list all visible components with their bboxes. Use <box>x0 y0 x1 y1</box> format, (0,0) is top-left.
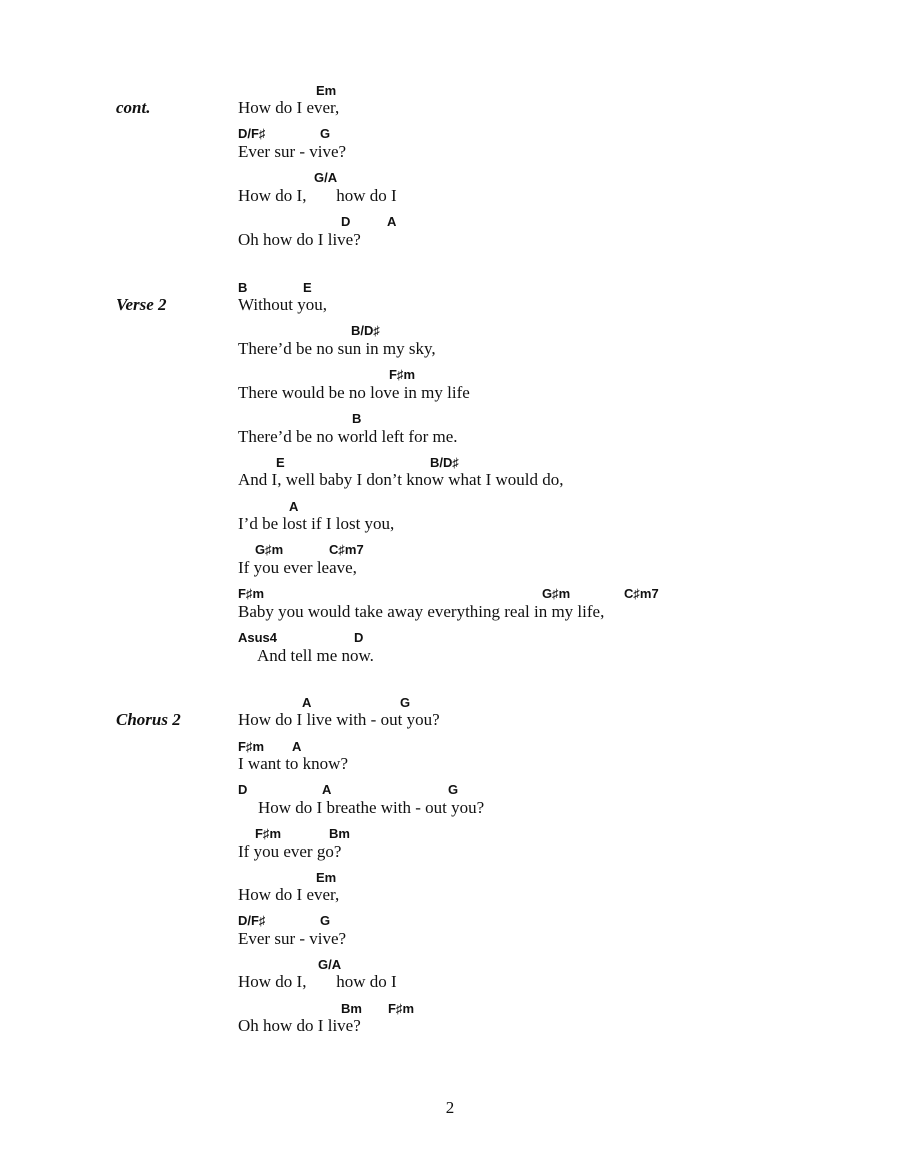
lyric-line: There’d be no world left for me. <box>238 427 458 446</box>
lyric-line: How do I, how do I <box>238 186 397 205</box>
section-label-chorus-2: Chorus 2 <box>116 710 181 729</box>
chord: Asus4 <box>238 630 278 645</box>
lyric-line: Without you, <box>238 295 328 314</box>
lyric-line: How do I live with - out you? <box>238 710 440 729</box>
chord: F♯m <box>255 826 281 841</box>
chord: E <box>276 455 285 470</box>
chord: D <box>238 782 248 797</box>
chord: G <box>448 782 459 797</box>
chord: Bm <box>329 826 350 841</box>
chord: G <box>320 913 331 928</box>
chord: G♯m <box>542 586 571 601</box>
chord: C♯m7 <box>329 542 364 557</box>
chord: G♯m <box>255 542 284 557</box>
chord: B/D♯ <box>430 455 459 470</box>
chord: D/F♯ <box>238 913 266 928</box>
chord: D/F♯ <box>238 126 266 141</box>
chord: Em <box>316 870 337 885</box>
lyric-line: And tell me now. <box>257 646 374 665</box>
chord: A <box>322 782 332 797</box>
lyric-line: How do I ever, <box>238 885 340 904</box>
lyric-line: Ever sur - vive? <box>238 929 347 948</box>
chord: F♯m <box>389 367 415 382</box>
lyric-line: And I, well baby I don’t know what I would do, <box>238 470 564 489</box>
chord: G <box>320 126 331 141</box>
lyric-line: If you ever go? <box>238 842 342 861</box>
chord: A <box>387 214 397 229</box>
lyric-line: How do I breathe with - out you? <box>258 798 485 817</box>
chord: B/D♯ <box>351 323 380 338</box>
chord: F♯m <box>238 739 264 754</box>
chord: G <box>400 695 411 710</box>
chord: G/A <box>314 170 338 185</box>
lyric-line: Ever sur - vive? <box>238 142 347 161</box>
chord: G/A <box>318 957 342 972</box>
chord: E <box>303 280 312 295</box>
chord: A <box>302 695 312 710</box>
lyric-line: Baby you would take away everything real in my life, <box>238 602 605 621</box>
lyric-line: If you ever leave, <box>238 558 357 577</box>
chord: B <box>352 411 362 426</box>
lyric-line: Oh how do I live? <box>238 230 361 249</box>
section-label-cont: cont. <box>116 98 151 117</box>
chord: F♯m <box>388 1001 414 1016</box>
lyric-line: How do I ever, <box>238 98 340 117</box>
chord: D <box>341 214 351 229</box>
chord: Bm <box>341 1001 362 1016</box>
page-number: 2 <box>445 1098 455 1117</box>
chord: F♯m <box>238 586 264 601</box>
chord: D <box>354 630 364 645</box>
section-label-verse-2: Verse 2 <box>116 295 167 314</box>
lyric-line: There would be no love in my life <box>238 383 470 402</box>
chord: A <box>292 739 302 754</box>
lyric-line: I’d be lost if I lost you, <box>238 514 395 533</box>
chord: B <box>238 280 248 295</box>
lyric-line: How do I, how do I <box>238 972 397 991</box>
chord: A <box>289 499 299 514</box>
chord: Em <box>316 83 337 98</box>
lyric-line: There’d be no sun in my sky, <box>238 339 436 358</box>
chord: C♯m7 <box>624 586 659 601</box>
lyric-line: Oh how do I live? <box>238 1016 361 1035</box>
lyric-line: I want to know? <box>238 754 349 773</box>
